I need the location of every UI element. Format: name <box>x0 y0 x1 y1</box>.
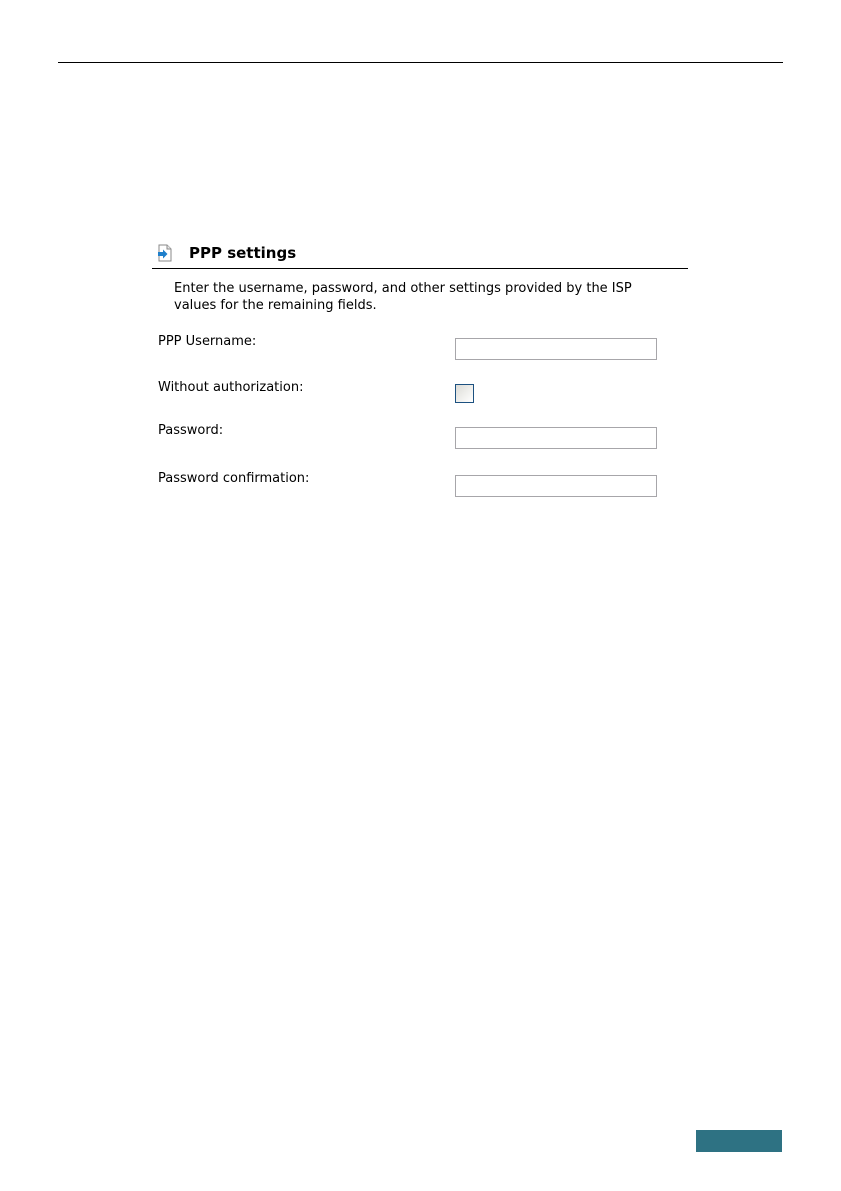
description-line-1: Enter the username, password, and other settings provided by the ISP <box>174 281 632 296</box>
description-line-2: values for the remaining fields. <box>174 298 377 313</box>
ppp-username-input[interactable] <box>455 338 657 360</box>
page-arrow-icon <box>157 244 173 262</box>
password-confirmation-input[interactable] <box>455 475 657 497</box>
panel-description <box>174 280 688 314</box>
panel-title: PPP settings <box>189 244 297 262</box>
ppp-settings-header <box>152 238 688 268</box>
without-authorization-label: Without authorization: <box>158 380 304 395</box>
password-confirmation-label: Password confirmation: <box>158 471 310 486</box>
without-authorization-checkbox[interactable] <box>455 384 474 403</box>
page-header-rule <box>58 62 783 63</box>
password-label: Password: <box>158 423 224 438</box>
ppp-username-label: PPP Username: <box>158 334 257 349</box>
password-input[interactable] <box>455 427 657 449</box>
ppp-settings-panel <box>152 238 688 528</box>
page-number-tab <box>696 1130 782 1152</box>
title-divider <box>152 268 688 269</box>
